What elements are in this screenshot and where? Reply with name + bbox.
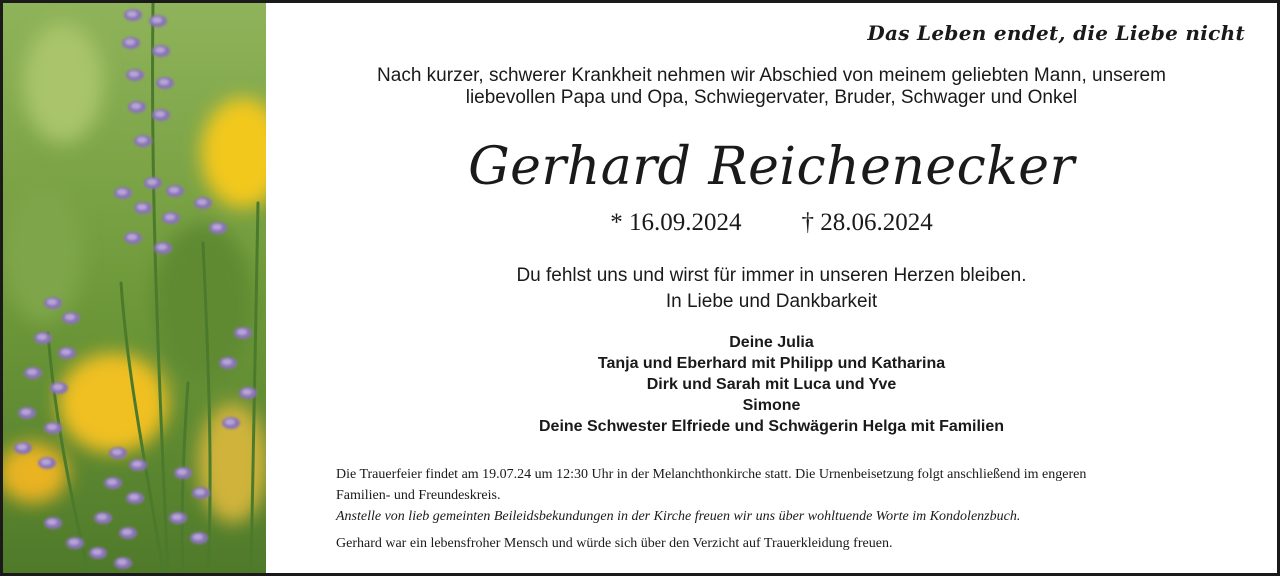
intro-line: liebevollen Papa und Opa, Schwiegervater, Bruder, Schwager und Onkel — [465, 87, 1078, 108]
mourner-entry: Simone — [742, 397, 801, 414]
condolence-note: Anstelle von lieb gemeinten Beileidsbekundungen in der Kirche freuen wir uns über wohltuende Worte im Kondolenzbuch. — [336, 509, 1021, 524]
notice-text — [266, 3, 1277, 573]
motto: Das Leben endet, die Liebe nicht — [867, 21, 1245, 45]
mourner-entry: Deine Schwester Elfriede und Schwägerin Helga mit Familien — [538, 418, 1004, 435]
lavender-flowers-illustration — [3, 3, 266, 573]
mourner-entry: Tanja und Eberhard mit Philipp und Katharina — [597, 355, 946, 372]
attire-note: Gerhard war ein lebensfroher Mensch und würde sich über den Verzicht auf Trauerkleidung freuen. — [336, 536, 893, 551]
farewell-text — [266, 263, 1277, 315]
ceremony-line: Die Trauerfeier findet am 19.07.24 um 12:30 Uhr in der Melanchthonkirche statt. Die Urnenbeisetzung folgt anschließend im engeren — [336, 467, 1087, 482]
mourner-entry: Dirk und Sarah mit Luca und Yve — [646, 376, 897, 393]
birth-date: * 16.09.2024 — [610, 209, 742, 236]
farewell-line: Du fehlst uns und wirst für immer in unseren Herzen bleiben. — [516, 265, 1027, 286]
life-dates — [266, 209, 1277, 237]
intro-text — [266, 65, 1277, 109]
ceremony-line: Familien- und Freundeskreis. — [336, 488, 501, 503]
lavender-photo — [3, 3, 266, 573]
mourner-entry: Deine Julia — [729, 334, 814, 351]
mourners-list — [266, 332, 1277, 437]
death-date: † 28.06.2024 — [801, 209, 933, 236]
intro-line: Nach kurzer, schwerer Krankheit nehmen wir Abschied von meinem geliebten Mann, unserem — [377, 65, 1166, 86]
ceremony-details — [336, 464, 1246, 554]
deceased-name: Gerhard Reichenecker — [468, 137, 1075, 197]
farewell-line: In Liebe und Dankbarkeit — [665, 291, 878, 312]
